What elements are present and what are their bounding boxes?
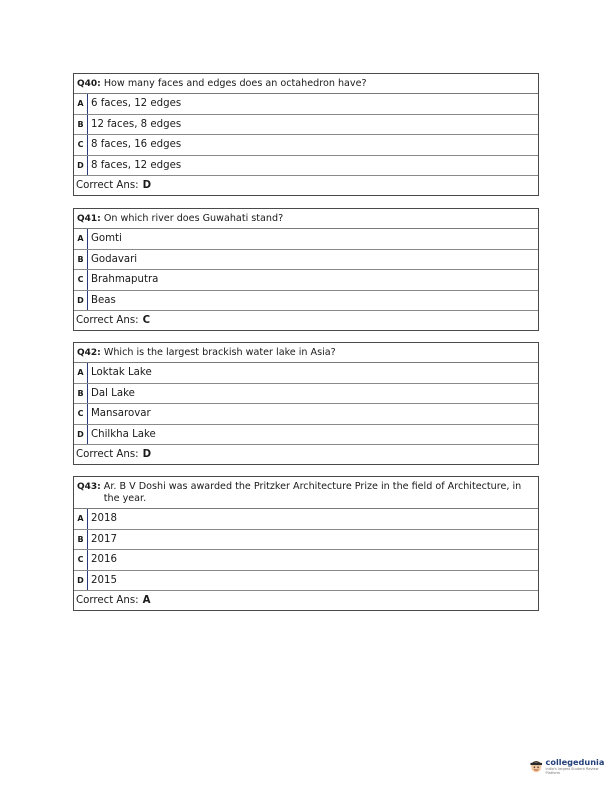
logo-text <box>545 758 612 775</box>
question-row <box>74 477 538 509</box>
option-a <box>74 229 538 250</box>
option-text: 8 faces, 16 edges <box>91 139 182 151</box>
option-text: 12 faces, 8 edges <box>91 118 182 130</box>
option-text: Dal Lake <box>91 387 135 399</box>
question-row <box>74 209 538 229</box>
option-text: Gomti <box>91 233 122 245</box>
option-text: 8 faces, 12 edges <box>91 159 182 171</box>
option-text: Mansarovar <box>91 408 151 420</box>
option-b <box>74 530 538 551</box>
correct-answer-value: D <box>142 449 152 460</box>
option-letter: B <box>74 115 88 135</box>
correct-answer-value: C <box>142 315 151 326</box>
correct-answer-value: A <box>142 595 151 606</box>
question-text: Ar. B V Doshi was awarded the Pritzker Architecture Prize in the field of Architecture, in the year. <box>103 481 522 504</box>
option-text: Beas <box>91 294 116 306</box>
question-number: Q41: <box>77 214 101 224</box>
question-text: How many faces and edges does an octahedron have? <box>103 78 367 89</box>
option-letter: C <box>74 270 88 290</box>
option-d <box>74 156 538 177</box>
option-letter: B <box>74 384 88 404</box>
option-letter: D <box>74 571 88 591</box>
option-c <box>74 550 538 571</box>
question-number: Q40: <box>77 79 101 89</box>
option-b <box>74 115 538 136</box>
correct-answer-label: Correct Ans: <box>76 180 139 191</box>
option-text: Loktak Lake <box>91 367 152 379</box>
correct-answer <box>74 445 538 464</box>
question-card-q43 <box>73 476 539 611</box>
question-card-q40 <box>73 73 539 196</box>
option-c <box>74 404 538 425</box>
option-c <box>74 135 538 156</box>
option-text: Chilkha Lake <box>91 428 156 440</box>
option-letter: A <box>74 509 88 529</box>
option-d <box>74 425 538 446</box>
collegedunia-logo <box>529 758 612 775</box>
option-a <box>74 509 538 530</box>
option-text: 6 faces, 12 edges <box>91 98 182 110</box>
option-a <box>74 94 538 115</box>
option-text: 2016 <box>91 554 117 566</box>
correct-answer-label: Correct Ans: <box>76 595 139 606</box>
question-text: Which is the largest brackish water lake in Asia? <box>103 347 336 358</box>
option-letter: C <box>74 135 88 155</box>
option-letter: A <box>74 94 88 114</box>
correct-answer <box>74 176 538 195</box>
option-d <box>74 291 538 312</box>
option-letter: A <box>74 363 88 383</box>
correct-answer-label: Correct Ans: <box>76 449 139 460</box>
question-card-q41 <box>73 208 539 331</box>
option-text: 2015 <box>91 574 117 586</box>
question-number: Q43: <box>77 482 101 492</box>
option-letter: A <box>74 229 88 249</box>
option-text: 2017 <box>91 533 117 545</box>
brand-name: collegedunia <box>545 757 605 767</box>
option-b <box>74 250 538 271</box>
option-c <box>74 270 538 291</box>
option-text: Godavari <box>91 253 138 265</box>
question-row <box>74 74 538 94</box>
option-text: Brahmaputra <box>91 274 159 286</box>
correct-answer <box>74 591 538 610</box>
question-text: On which river does Guwahati stand? <box>103 213 284 224</box>
option-letter: B <box>74 250 88 270</box>
option-letter: D <box>74 291 88 311</box>
option-a <box>74 363 538 384</box>
brand-tagline: India's largest Student Review Platform <box>545 767 599 775</box>
correct-answer-value: D <box>142 180 152 191</box>
option-letter: D <box>74 425 88 445</box>
mascot-icon <box>529 759 543 774</box>
option-text: 2018 <box>91 513 117 525</box>
option-b <box>74 384 538 405</box>
correct-answer-label: Correct Ans: <box>76 315 139 326</box>
question-card-q42 <box>73 342 539 465</box>
option-letter: C <box>74 550 88 570</box>
option-letter: D <box>74 156 88 176</box>
question-number: Q42: <box>77 348 101 358</box>
option-d <box>74 571 538 592</box>
question-row <box>74 343 538 363</box>
correct-answer <box>74 311 538 330</box>
option-letter: C <box>74 404 88 424</box>
option-letter: B <box>74 530 88 550</box>
